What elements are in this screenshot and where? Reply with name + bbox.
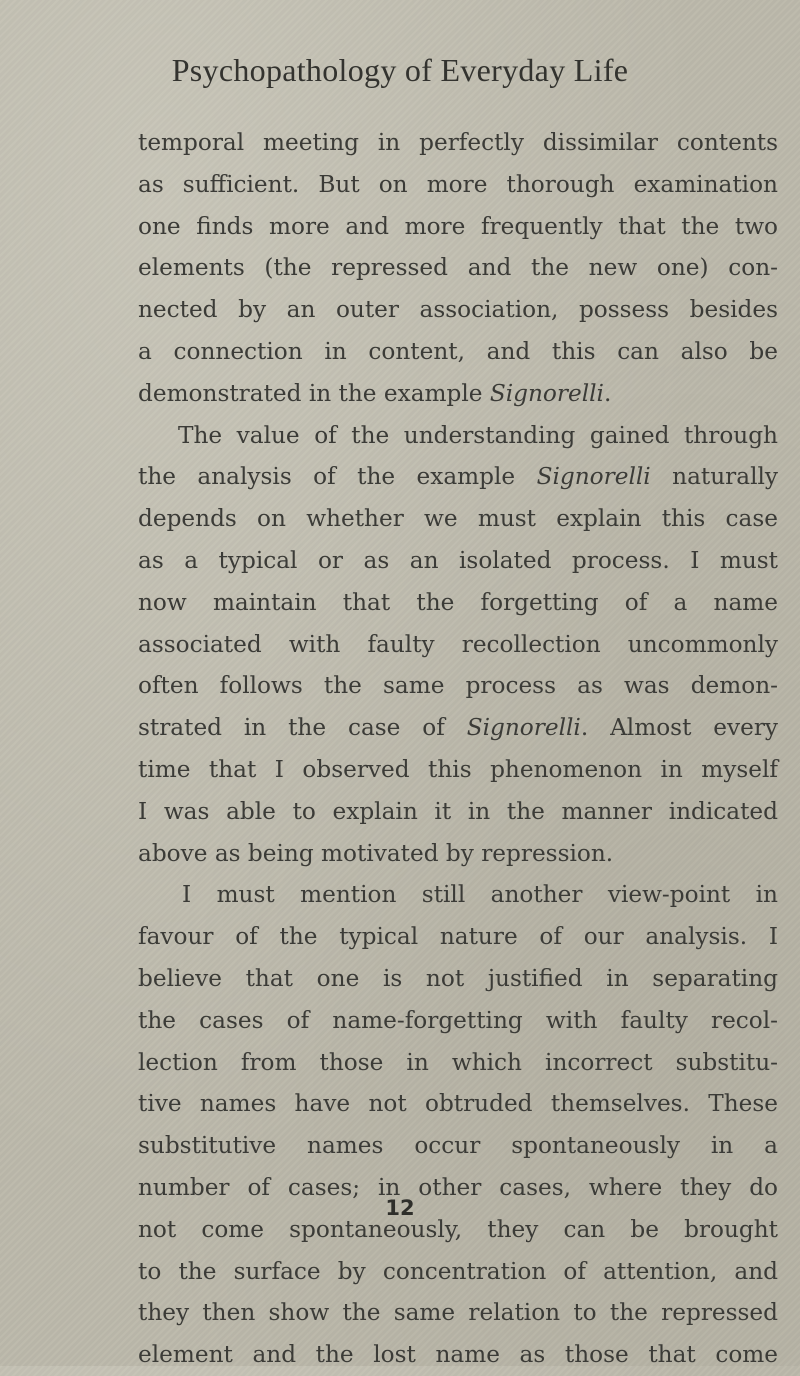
text-line: favour of the typical nature of our analysis. I — [138, 923, 778, 951]
running-head-title: Psychopathology of Everyday Life — [171, 52, 629, 88]
text-line — [138, 373, 778, 415]
text-fragment: naturally — [672, 463, 779, 491]
text-fragment: the analysis of the example — [138, 463, 516, 491]
page-number: 12 — [385, 1196, 415, 1220]
text-line: time that I observed this phenomenon in myself — [138, 755, 778, 783]
text-line: nected by an outer association, possess besides — [138, 296, 778, 324]
text-fragment: . — [603, 379, 612, 407]
text-line: temporal meeting in perfectly dissimilar contents — [138, 129, 778, 156]
text-line: lection from those in which incorrect substitu- — [138, 1048, 778, 1076]
text-line: they then show the same relation to the repressed — [138, 1299, 778, 1327]
body-text — [138, 122, 778, 1376]
text-fragment: . Almost every — [580, 714, 778, 742]
text-line: one finds more and more frequently that the two — [138, 212, 778, 240]
paragraph-start-line: I must mention still another view-point in — [182, 881, 778, 909]
text-line: number of cases; in other cases, where they do — [138, 1173, 778, 1201]
paragraph-start-line: The value of the understanding gained through — [178, 421, 778, 449]
italic-name-signorelli: Signorelli — [536, 463, 651, 491]
text-line: associated with faulty recollection uncommonly — [138, 630, 778, 658]
text-line: not come spontaneously, they can be brought — [138, 1215, 778, 1243]
text-line: tive names have not obtruded themselves. These — [138, 1090, 778, 1118]
text-line: substitutive names occur spontaneously in a — [138, 1132, 778, 1160]
text-line: believe that one is not justified in separating — [138, 964, 778, 992]
text-line: I was able to explain it in the manner indicated — [138, 797, 778, 825]
text-line: the cases of name-forgetting with faulty recol- — [138, 1006, 778, 1034]
text-line: elements (the repressed and the new one) con- — [138, 254, 778, 282]
text-line: depends on whether we must explain this case — [138, 505, 778, 533]
text-line: a connection in content, and this can also be — [138, 337, 778, 365]
text-line: as a typical or as an isolated process. I must — [138, 546, 778, 574]
text-line: element and the lost name as those that come — [138, 1341, 778, 1369]
text-line: as sufficient. But on more thorough examination — [138, 170, 778, 198]
italic-name-signorelli: Signorelli — [489, 379, 604, 407]
text-line — [138, 707, 778, 749]
italic-name-signorelli: Signorelli — [466, 714, 581, 742]
text-fragment: demonstrated in the example — [138, 379, 483, 407]
text-fragment: strated in the case of — [138, 714, 445, 742]
text-line: now maintain that the forgetting of a name — [138, 588, 778, 616]
text-line: to the surface by concentration of attention, and — [138, 1257, 778, 1285]
text-line — [138, 456, 778, 498]
text-line: often follows the same process as was demon- — [138, 672, 778, 700]
text-line: above as being motivated by repression. — [138, 839, 614, 867]
